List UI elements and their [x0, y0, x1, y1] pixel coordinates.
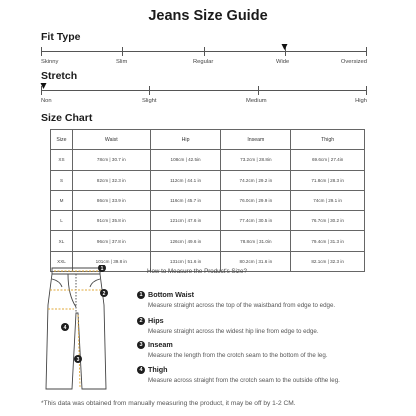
measure-item-hips: [137, 316, 407, 335]
jeans-diagram-icon: [38, 265, 118, 393]
size-cell: XL: [51, 231, 73, 251]
measure-item-title: Hips: [148, 316, 164, 325]
column-header: Thigh: [291, 130, 365, 150]
measure-item-desc: Measure the length from the crotch seam to the bottom of the leg.: [148, 352, 328, 359]
size-cell: S: [51, 170, 73, 190]
measure-item-title: Inseam: [148, 340, 173, 349]
inseam-cell: 76.0cm | 29.9 in: [221, 190, 291, 210]
stretch-option: Slight: [142, 98, 157, 104]
fit-type-selected-marker: [282, 44, 288, 50]
fit-type-tick: [366, 47, 367, 56]
fit-type-tick: [41, 47, 42, 56]
measure-item-desc: Measure straight across the widest hip line from edge to edge.: [148, 328, 319, 335]
hip-cell: 121cm | 47.6 in: [150, 211, 221, 231]
waist-cell: 78cm | 30.7 in: [72, 150, 150, 170]
table-row: [51, 231, 365, 251]
size-chart-heading: Size Chart: [41, 112, 93, 124]
thigh-cell: 69.6cm | 27.4in: [291, 150, 365, 170]
table-row: [51, 211, 365, 231]
column-header: Waist: [72, 130, 150, 150]
how-to-measure-intro: How to Measure the Product's Size?: [147, 268, 247, 275]
table-row: [51, 150, 365, 170]
diagram-marker-4: 4: [63, 324, 67, 331]
hip-cell: 108cm | 42.5in: [150, 150, 221, 170]
fit-type-option: Regular: [193, 59, 214, 65]
fit-type-labels: [41, 59, 367, 69]
stretch-scale-line: [41, 90, 367, 91]
fit-type-option: Oversized: [340, 59, 367, 65]
stretch-labels: [41, 98, 367, 108]
size-cell: L: [51, 211, 73, 231]
stretch-option: Non: [41, 98, 52, 104]
waist-cell: 96cm | 37.8 in: [72, 231, 150, 251]
diagram-marker-2: 2: [102, 290, 106, 297]
column-header: Hip: [150, 130, 221, 150]
table-header-row: [51, 130, 365, 150]
measure-item-inseam: [137, 340, 407, 359]
hip-cell: 126cm | 49.6 in: [150, 231, 221, 251]
size-cell: XXL: [51, 251, 73, 271]
hip-cell: 131cm | 51.6 in: [150, 251, 221, 271]
inseam-cell: 78.8cm | 31.0in: [221, 231, 291, 251]
fit-type-tick: [204, 47, 205, 56]
measure-item-bottom-waist: [137, 290, 407, 309]
inseam-cell: 77.4cm | 30.5 in: [221, 211, 291, 231]
size-chart-table: [50, 129, 365, 272]
table-row: [51, 190, 365, 210]
stretch-tick: [258, 86, 259, 95]
stretch-option: Medium: [246, 98, 267, 104]
page-title: Jeans Size Guide: [148, 8, 268, 24]
stretch-option: High: [355, 98, 367, 104]
stretch-tick: [149, 86, 150, 95]
hip-cell: 116cm | 45.7 in: [150, 190, 221, 210]
diagram-marker-1: 1: [100, 265, 104, 272]
measure-item-desc: Measure across straight from the crotch seam to the outside ofthe leg.: [148, 377, 340, 384]
waist-cell: 91cm | 35.8 in: [72, 211, 150, 231]
waist-cell: 86cm | 33.9 in: [72, 190, 150, 210]
number-badge-icon: 1: [137, 291, 145, 299]
waist-cell: 82cm | 32.3 in: [72, 170, 150, 190]
stretch-selected-marker: [41, 83, 47, 89]
stretch-heading: Stretch: [41, 70, 78, 82]
waist-cell: 101cm | 39.8 in: [72, 251, 150, 271]
number-badge-icon: 4: [137, 366, 145, 374]
measure-item-desc: Measure straight across the top of the waistband from edge to edge.: [148, 302, 336, 309]
fit-type-heading: Fit Type: [41, 31, 81, 43]
diagram-marker-3: 3: [76, 356, 80, 363]
leg-outline: [46, 274, 106, 389]
thigh-cell: 71.8cm | 28.3 in: [291, 170, 365, 190]
fit-type-scale: [41, 47, 367, 56]
thigh-cell: 74cm | 29.1 in: [291, 190, 365, 210]
disclaimer-footnote: *This data was obtained from manually measuring the product, it may be off by 1-2 CM.: [41, 400, 296, 407]
fit-type-tick: [122, 47, 123, 56]
size-cell: M: [51, 190, 73, 210]
table-row: [51, 170, 365, 190]
inseam-cell: 73.2cm | 28.8in: [221, 150, 291, 170]
measure-item-title: Bottom Waist: [148, 290, 195, 299]
stretch-scale: [41, 86, 367, 95]
stretch-tick: [366, 86, 367, 95]
measure-item-thigh: [137, 365, 407, 384]
thigh-cell: 79.4cm | 31.3 in: [291, 231, 365, 251]
size-cell: XS: [51, 150, 73, 170]
thigh-cell: 82.1cm | 32.3 in: [291, 251, 365, 271]
hip-cell: 112cm | 44.1 in: [150, 170, 221, 190]
fit-type-option: Slim: [116, 59, 128, 65]
measure-item-title: Thigh: [148, 365, 168, 374]
column-header: Inseam: [221, 130, 291, 150]
inseam-cell: 80.2cm | 31.6 in: [221, 251, 291, 271]
inseam-cell: 74.2cm | 29.2 in: [221, 170, 291, 190]
number-badge-icon: 3: [137, 341, 145, 349]
fit-type-option: Wide: [276, 59, 290, 65]
number-badge-icon: 2: [137, 317, 145, 325]
column-header: Size: [51, 130, 73, 150]
fit-type-option: Skinny: [41, 59, 59, 65]
thigh-cell: 76.7cm | 30.2 in: [291, 211, 365, 231]
